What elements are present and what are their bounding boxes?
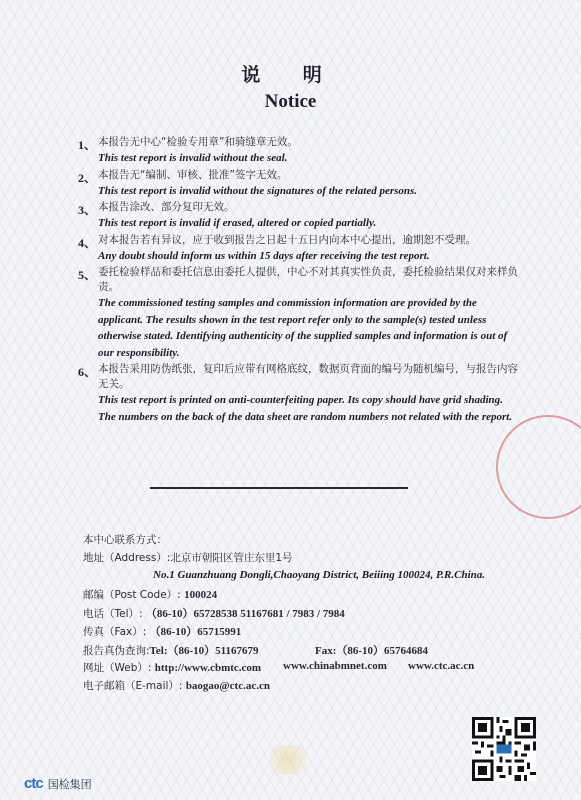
notice-text-cn: 本报告采用防伪纸张，复印后应带有网格底纹，数据页背面的编号为随机编号，与报告内容无关。 <box>98 363 518 390</box>
email-line <box>83 678 270 693</box>
verify-label: 报告真伪查询: <box>83 645 150 657</box>
notice-item-5 <box>78 265 518 361</box>
notice-item-1 <box>78 135 518 167</box>
contact-heading: 本中心联系方式： <box>83 534 167 546</box>
postcode-label: 邮编（Post Code）: <box>83 589 181 601</box>
postcode-value: 100024 <box>184 589 218 601</box>
fax-line <box>83 623 241 639</box>
notice-item-6 <box>78 362 518 425</box>
notice-number: 1、 <box>78 138 97 152</box>
notice-text-en: Any doubt should inform us within 15 days after receiving the test report. <box>98 249 430 262</box>
notice-text-cn: 本报告无“编制、审核、批准”签字无效。 <box>98 168 288 181</box>
notice-item-4 <box>78 233 518 265</box>
web-link-2[interactable]: www.chinabmnet.com <box>283 660 387 672</box>
tel-line <box>83 605 345 621</box>
address-cn: 北京市朝阳区管庄东里1号 <box>170 552 293 564</box>
email-value[interactable]: baogao@ctc.ac.cn <box>185 680 270 692</box>
fax-value: （86-10）65715991 <box>149 626 242 638</box>
tel-label: 电话（Tel）: <box>83 608 143 620</box>
hologram-seal-icon <box>270 745 306 775</box>
notice-text-cn: 委托检验样品和委托信息由委托人提供，中心不对其真实性负责，委托检验结果仅对来样负责。 <box>98 266 518 293</box>
notice-text-cn: 对本报告若有异议，应于收到报告之日起十五日内向本中心提出，逾期恕不受理。 <box>98 233 476 246</box>
verify-tel: Tel:（86-10）51167679 <box>149 645 259 657</box>
verify-fax: Fax:（86-10）65764684 <box>315 645 429 657</box>
address-line <box>83 550 293 565</box>
notice-list <box>78 135 518 426</box>
address-en: No.1 Guanzhuang Dongli,Chaoyang District, Beiiing 100024, P.R.China. <box>153 569 486 581</box>
tel-value: （86-10）65728538 51167681 / 7983 / 7984 <box>145 608 345 620</box>
ctc-logo <box>24 775 92 792</box>
divider-line <box>150 487 408 489</box>
verify-line <box>83 642 259 658</box>
notice-text-en: The commissioned testing samples and commission information are provided by the applicant. The results shown in the test report refer only to the sample(s) tested unless otherwise stated. Identifying authenticity of the supplied samples and information is out of our responsibility. <box>98 297 508 359</box>
notice-number: 2、 <box>78 170 97 185</box>
notice-text-en: This test report is invalid without the signatures of the related persons. <box>98 184 418 197</box>
notice-item-2 <box>78 168 518 200</box>
fax-label: 传真（Fax）: <box>83 626 147 638</box>
seal-stamp <box>496 415 581 519</box>
web-line <box>83 660 261 675</box>
notice-text-en: This test report is invalid if erased, altered or copied partially. <box>98 217 377 229</box>
ctc-logo-text: 国检集团 <box>47 777 92 791</box>
ctc-logo-mark: ctc <box>24 775 43 792</box>
qr-code-icon <box>472 717 536 781</box>
web-link-3[interactable]: www.ctc.ac.cn <box>408 660 475 672</box>
notice-text-en: This test report is invalid without the seal. <box>98 152 288 164</box>
notice-text-en: This test report is printed on anti-counterfeiting paper. Its copy should have grid shading. The numbers on the back of the data sheet are random numbers not related with the report. <box>98 394 513 423</box>
title-english: Notice <box>264 91 317 112</box>
address-label: 地址（Address）: <box>83 552 171 564</box>
notice-number: 3、 <box>78 203 97 217</box>
notice-item-3 <box>78 200 518 232</box>
notice-text-cn: 本报告涂改、部分复印无效。 <box>98 201 235 213</box>
notice-number: 4、 <box>78 235 97 250</box>
email-label: 电子邮箱（E-mail）: <box>83 680 183 692</box>
notice-number: 6、 <box>78 365 97 379</box>
web-label: 网址（Web）: <box>83 662 152 674</box>
notice-number: 5、 <box>78 268 97 282</box>
notice-text-cn: 本报告无中心“检验专用章”和骑缝章无效。 <box>98 136 298 148</box>
web-link-1[interactable]: http://www.cbmtc.com <box>154 662 262 674</box>
postcode-line <box>83 587 217 602</box>
title-chinese: 说 明 <box>241 64 340 86</box>
